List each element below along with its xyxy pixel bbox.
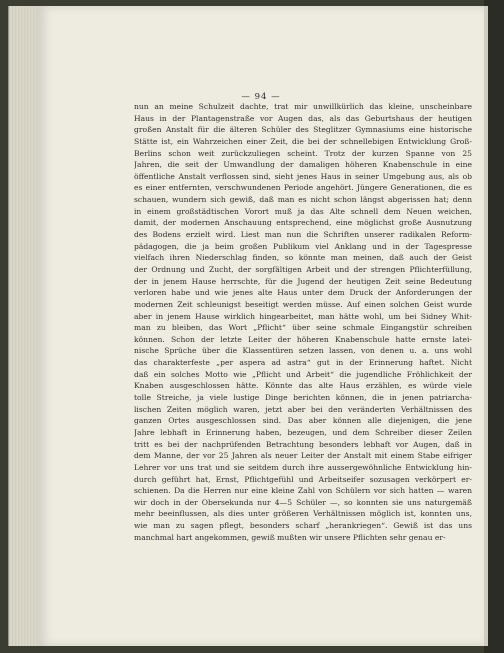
- text-line: öffentliche Anstalt verflossen sind, sieht jenes Haus in seiner Umgebung aus, als ob: [134, 171, 472, 181]
- text-line: schauen, wundern sich gewiß, daß man es nicht schon längst abgerissen hat; denn: [134, 195, 472, 205]
- body-text: [134, 101, 472, 543]
- text-line: Haus in der Plantagenstraße vor Augen das, als das Geburtshaus der heutigen: [134, 113, 472, 123]
- text-line: Jahre lebhaft in Erinnerung haben, bezeugen, und dem Schreiber dieser Zeilen: [134, 427, 472, 437]
- text-line: großen Anstalt für die älteren Schüler des Steglitzer Gymnasiums eine historische: [134, 125, 472, 135]
- text-line: ganzen Ortes ausgeschlossen sind. Das aber können alle diejenigen, die jene: [134, 416, 472, 426]
- text-line: in einem großstädtischen Vorort muß ja das Alte schnell dem Neuen weichen,: [134, 206, 472, 216]
- text-line: Knaben ausgeschlossen hätte. Könnte das alte Haus erzählen, es würde viele: [134, 381, 472, 391]
- right-page-edge: [484, 0, 504, 653]
- text-line: vielfach ihren Niederschlag finden, so könnte man meinen, daß auch der Geist: [134, 253, 472, 263]
- text-line: lischen Zeiten möglich waren, jetzt aber bei den veränderten Verhältnissen des: [134, 404, 472, 414]
- text-line: der in jenem Hause herrschte, für die Jugend der heutigen Zeit seine Bedeutung: [134, 276, 472, 286]
- text-line: aber in jenem Hause wirklich hingearbeitet, man hätte wohl, um bei Sidney Whit-: [134, 311, 472, 321]
- book-page-edges: [8, 6, 41, 646]
- text-line: Lehrer vor uns trat und sie seitdem durch ihre aussergewöhnliche Entwicklung hin-: [134, 462, 472, 472]
- text-line: tolle Streiche, ja viele lustige Dinge berichten können, die in jenen patriarcha-: [134, 393, 472, 403]
- text-line: tritt es bei der nachprüfenden Betrachtung besonders lebhaft vor Augen, daß in: [134, 439, 472, 449]
- text-line: das charakterfeste „per aspera ad astra“ gut in der Erinnerung haftet. Nicht: [134, 358, 472, 368]
- text-line: Stätte ist, ein Wahrzeichen einer Zeit, die bei der schnellebigen Entwicklung Groß-: [134, 136, 472, 146]
- page-number: — 94 —: [241, 92, 281, 102]
- text-line: verloren habe und wie jenes alte Haus unter dem Druck der Anforderungen der: [134, 288, 472, 298]
- text-line: durch geführt hat, Ernst, Pflichtgefühl und Arbeitseifer sozusagen verkörpert er-: [134, 474, 472, 484]
- text-line: Berlins schon weit zurückzuliegen scheint. Trotz der kurzen Spanne von 25: [134, 148, 472, 158]
- text-line: manchmal hart angekommen, gewiß mußten wir unsere Pflichten sehr genau er-: [134, 532, 446, 542]
- text-line: pädagogen, die ja beim großen Publikum viel Anklang und in der Tagespresse: [134, 241, 472, 251]
- text-line: des Bodens erzielt wird. Liest man nun die Schriften unserer radikalen Reform-: [134, 230, 472, 240]
- text-line: Jahren, die seit der Umwandlung der damaligen höheren Knabenschule in eine: [134, 160, 472, 170]
- text-line: modernen Zeit schleunigst beseitigt werden müsse. Auf einen solchen Geist wurde: [134, 299, 472, 309]
- text-line: können. Schon der letzte Leiter der höheren Knabenschule hatte ernste latei-: [134, 334, 472, 344]
- text-line: wie man zu sagen pflegt, besonders scharf „herankriegen“. Gewiß ist das uns: [134, 521, 472, 531]
- text-line: nische Sprüche über die Klassentüren setzen lassen, von denen u. a. uns wohl: [134, 346, 472, 356]
- text-line: schienen. Da die Herren nur eine kleine Zahl von Schülern vor sich hatten — waren: [134, 486, 472, 496]
- text-line: damit, der modernen Anschauung entsprechend, eine möglichst große Ausnutzung: [134, 218, 472, 228]
- text-line: man zu bleiben, das Wort „Pflicht“ über seine schmale Eingangstür schreiben: [134, 323, 472, 333]
- text-line: wir doch in der Obersekunda nur 4—5 Schüler —, so konnten sie uns naturgemäß: [134, 497, 472, 507]
- text-line: dem Manne, der vor 25 Jahren als neuer Leiter der Anstalt mit einem Stabe eifriger: [134, 451, 472, 461]
- text-line: nun an meine Schulzeit dachte, trat mir unwillkürlich das kleine, unscheinbare: [134, 102, 472, 111]
- text-line: es einer entfernten, verschwundenen Periode angehört. Jüngere Generationen, die es: [134, 183, 472, 193]
- text-line: daß ein solches Motto wie „Pflicht und Arbeit“ die jugendliche Fröhlichkeit der: [134, 369, 472, 379]
- book-page: [38, 6, 484, 646]
- text-line: der Ordnung und Zucht, der sorgfältigen Arbeit und der strengen Pflichterfüllung,: [134, 264, 472, 274]
- text-line: mehr beeinflussen, als dies unter größeren Verhältnissen möglich ist, konnten uns,: [134, 509, 472, 519]
